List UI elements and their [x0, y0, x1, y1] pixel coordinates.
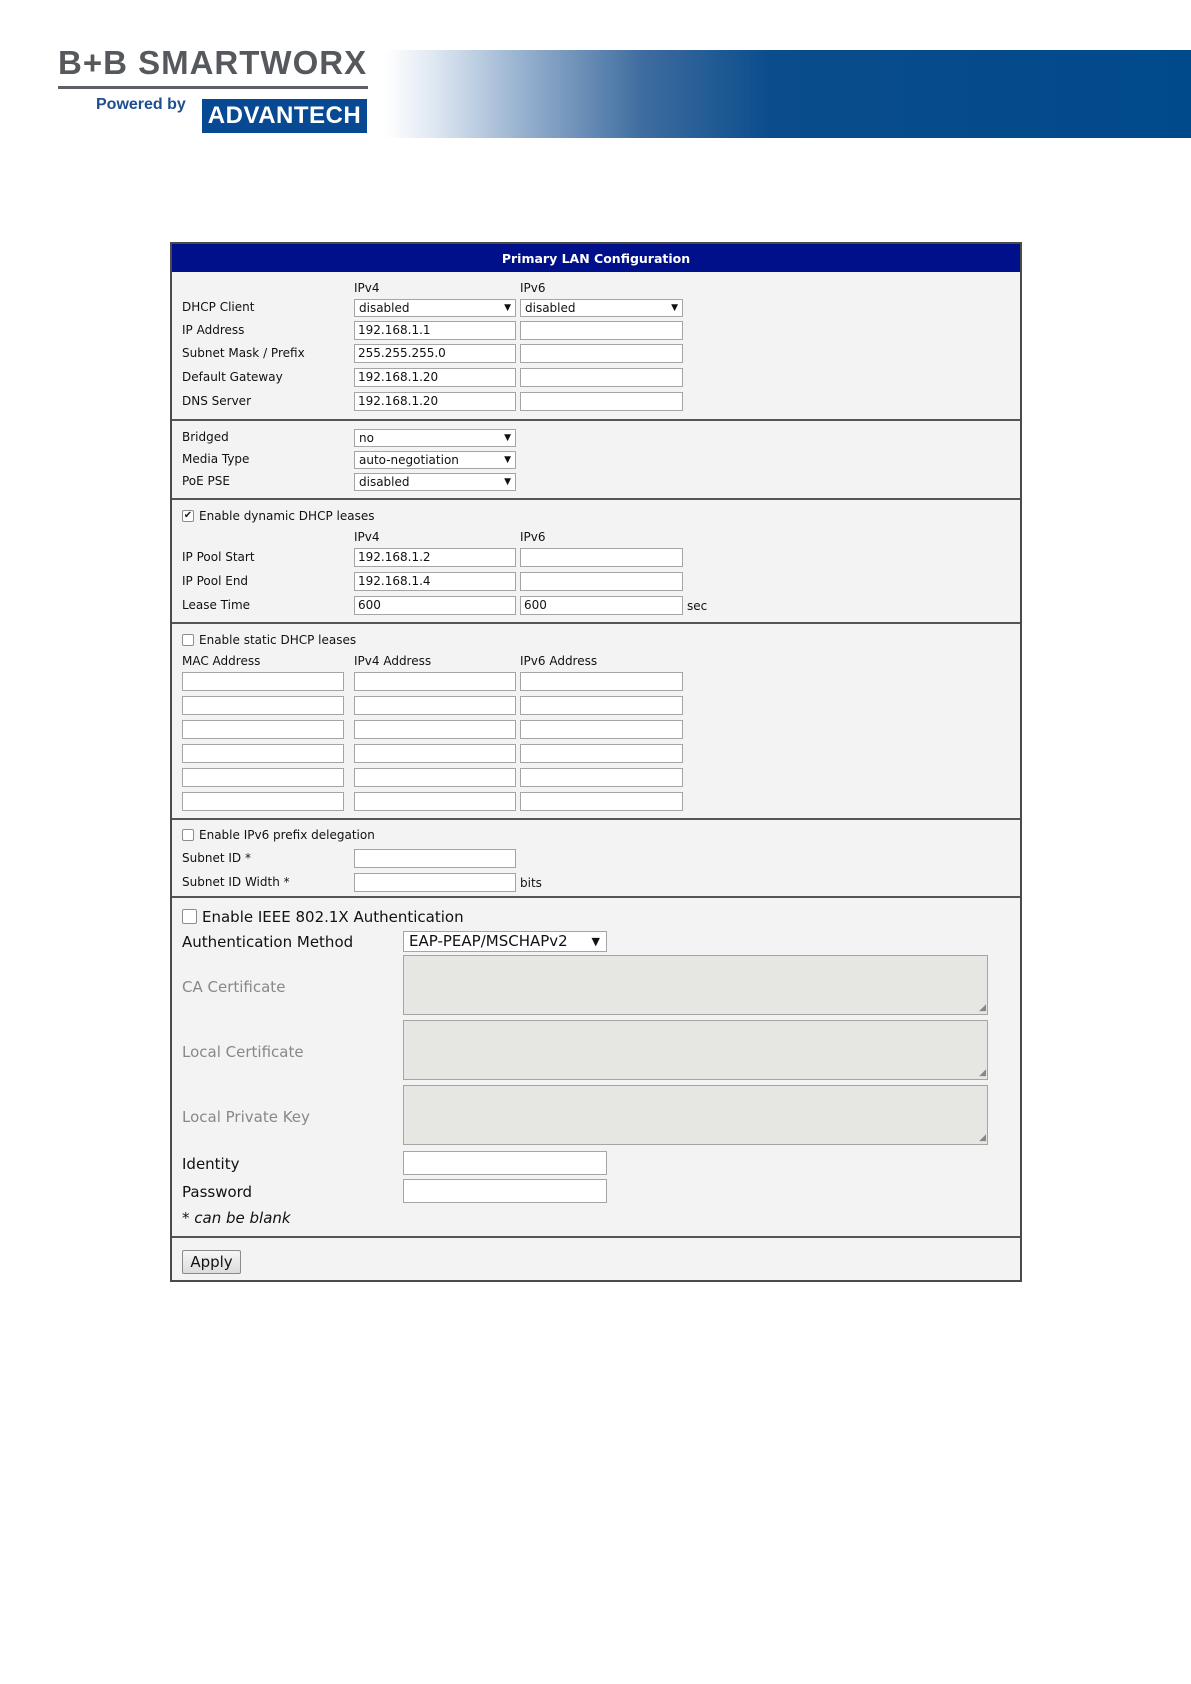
- dhcp-client-label: DHCP Client: [182, 300, 255, 314]
- static-ipv4-input[interactable]: [354, 720, 516, 739]
- static-ipv6-input[interactable]: [520, 696, 683, 715]
- media-type-value: auto-negotiation: [359, 453, 459, 467]
- auth-method-value: EAP-PEAP/MSCHAPv2: [409, 932, 568, 950]
- resize-grip-icon[interactable]: ◢: [979, 1133, 986, 1143]
- subnet-mask-ipv6-input[interactable]: [520, 344, 683, 363]
- chevron-down-icon: ▼: [504, 477, 511, 487]
- section-divider: [172, 896, 1020, 898]
- subnet-id-input[interactable]: [354, 849, 516, 868]
- static-mac-input[interactable]: [182, 720, 344, 739]
- ip-pool-start-ipv6-input[interactable]: [520, 548, 683, 567]
- subnet-id-width-unit: bits: [520, 876, 542, 890]
- poe-pse-value: disabled: [359, 475, 410, 489]
- col-header-ipv6: IPv6: [520, 530, 546, 544]
- bridged-value: no: [359, 431, 374, 445]
- enable-static-dhcp-label: Enable static DHCP leases: [199, 633, 357, 647]
- static-ipv4-input[interactable]: [354, 792, 516, 811]
- media-type-select[interactable]: [354, 451, 516, 469]
- blank-note: * can be blank: [182, 1209, 291, 1227]
- static-ipv4-input[interactable]: [354, 672, 516, 691]
- section-divider: [172, 1236, 1020, 1238]
- ca-certificate-label: CA Certificate: [182, 978, 286, 996]
- local-certificate-textarea[interactable]: [403, 1020, 988, 1080]
- static-ipv4-input[interactable]: [354, 696, 516, 715]
- lease-time-ipv6-input[interactable]: 600: [520, 596, 683, 615]
- ip-address-ipv6-input[interactable]: [520, 321, 683, 340]
- static-mac-input[interactable]: [182, 672, 344, 691]
- static-mac-input[interactable]: [182, 696, 344, 715]
- dns-server-ipv6-input[interactable]: [520, 392, 683, 411]
- enable-dynamic-dhcp-label: Enable dynamic DHCP leases: [199, 509, 375, 523]
- brand-logo: B+B SMARTWORX: [58, 44, 368, 81]
- dhcp-client-ipv4-select[interactable]: [354, 299, 516, 317]
- subnet-id-width-label: Subnet ID Width *: [182, 875, 290, 889]
- dns-server-ipv4-input[interactable]: 192.168.1.20: [354, 392, 516, 411]
- default-gateway-label: Default Gateway: [182, 370, 283, 384]
- chevron-down-icon: ▼: [591, 935, 600, 948]
- static-ipv6-input[interactable]: [520, 672, 683, 691]
- chevron-down-icon: ▼: [671, 303, 678, 313]
- local-private-key-label: Local Private Key: [182, 1108, 310, 1126]
- section-divider: [172, 818, 1020, 820]
- logo-divider: [58, 86, 368, 89]
- ca-certificate-textarea[interactable]: [403, 955, 988, 1015]
- enable-dynamic-dhcp-checkbox[interactable]: ✔: [183, 510, 193, 521]
- static-mac-input[interactable]: [182, 768, 344, 787]
- dhcp-client-ipv6-select[interactable]: [520, 299, 683, 317]
- static-ipv4-input[interactable]: [354, 768, 516, 787]
- bridged-select[interactable]: [354, 429, 516, 447]
- col-header-ipv4-address: IPv4 Address: [354, 654, 432, 668]
- static-ipv6-input[interactable]: [520, 792, 683, 811]
- lease-time-label: Lease Time: [182, 598, 251, 612]
- dhcp-client-ipv4-value: disabled: [359, 301, 410, 315]
- ip-address-ipv4-input[interactable]: 192.168.1.1: [354, 321, 516, 340]
- col-header-ipv4: IPv4: [354, 281, 380, 295]
- password-input[interactable]: [403, 1179, 607, 1203]
- media-type-label: Media Type: [182, 452, 250, 466]
- chevron-down-icon: ▼: [504, 455, 511, 465]
- identity-label: Identity: [182, 1155, 240, 1173]
- apply-button[interactable]: Apply: [182, 1250, 241, 1274]
- ip-pool-end-ipv6-input[interactable]: [520, 572, 683, 591]
- ip-pool-start-label: IP Pool Start: [182, 550, 255, 564]
- enable-8021x-checkbox[interactable]: [182, 909, 197, 924]
- partner-logo: ADVANTECH: [202, 99, 367, 133]
- default-gateway-ipv4-input[interactable]: 192.168.1.20: [354, 368, 516, 387]
- identity-input[interactable]: [403, 1151, 607, 1175]
- enable-prefix-delegation-checkbox[interactable]: [182, 829, 194, 841]
- static-mac-input[interactable]: [182, 792, 344, 811]
- enable-static-dhcp-checkbox[interactable]: [182, 634, 194, 646]
- chevron-down-icon: ▼: [504, 303, 511, 313]
- subnet-mask-label: Subnet Mask / Prefix: [182, 346, 305, 360]
- auth-method-label: Authentication Method: [182, 933, 354, 951]
- lease-time-ipv4-input[interactable]: 600: [354, 596, 516, 615]
- subnet-mask-ipv4-input[interactable]: 255.255.255.0: [354, 344, 516, 363]
- poe-pse-label: PoE PSE: [182, 474, 230, 488]
- header-banner: [385, 50, 1191, 138]
- section-divider: [172, 498, 1020, 500]
- static-ipv4-input[interactable]: [354, 744, 516, 763]
- auth-method-select[interactable]: [403, 931, 607, 952]
- ip-pool-end-ipv4-input[interactable]: 192.168.1.4: [354, 572, 516, 591]
- col-header-ipv6-address: IPv6 Address: [520, 654, 598, 668]
- panel-title: Primary LAN Configuration: [172, 244, 1020, 272]
- static-ipv6-input[interactable]: [520, 720, 683, 739]
- col-header-ipv4: IPv4: [354, 530, 380, 544]
- ip-pool-start-ipv4-input[interactable]: 192.168.1.2: [354, 548, 516, 567]
- powered-by-text: Powered by: [96, 96, 186, 113]
- col-header-mac: MAC Address: [182, 654, 261, 668]
- password-label: Password: [182, 1183, 253, 1201]
- lan-config-panel: [170, 242, 1022, 1282]
- ip-address-label: IP Address: [182, 323, 245, 337]
- enable-8021x-label: Enable IEEE 802.1X Authentication: [202, 908, 464, 926]
- local-private-key-textarea[interactable]: [403, 1085, 988, 1145]
- static-mac-input[interactable]: [182, 744, 344, 763]
- section-divider: [172, 622, 1020, 624]
- subnet-id-width-input[interactable]: [354, 873, 516, 892]
- chevron-down-icon: ▼: [504, 433, 511, 443]
- page-header: [0, 0, 1191, 150]
- resize-grip-icon[interactable]: ◢: [979, 1003, 986, 1013]
- bridged-label: Bridged: [182, 430, 229, 444]
- dhcp-client-ipv6-value: disabled: [525, 301, 576, 315]
- static-ipv6-input[interactable]: [520, 744, 683, 763]
- ip-pool-end-label: IP Pool End: [182, 574, 249, 588]
- enable-prefix-delegation-label: Enable IPv6 prefix delegation: [199, 828, 375, 842]
- lease-time-unit: sec: [687, 599, 708, 613]
- local-certificate-label: Local Certificate: [182, 1043, 304, 1061]
- col-header-ipv6: IPv6: [520, 281, 546, 295]
- static-ipv6-input[interactable]: [520, 768, 683, 787]
- section-divider: [172, 419, 1020, 421]
- subnet-id-label: Subnet ID *: [182, 851, 251, 865]
- dns-server-label: DNS Server: [182, 394, 251, 408]
- poe-pse-select[interactable]: [354, 473, 516, 491]
- resize-grip-icon[interactable]: ◢: [979, 1068, 986, 1078]
- default-gateway-ipv6-input[interactable]: [520, 368, 683, 387]
